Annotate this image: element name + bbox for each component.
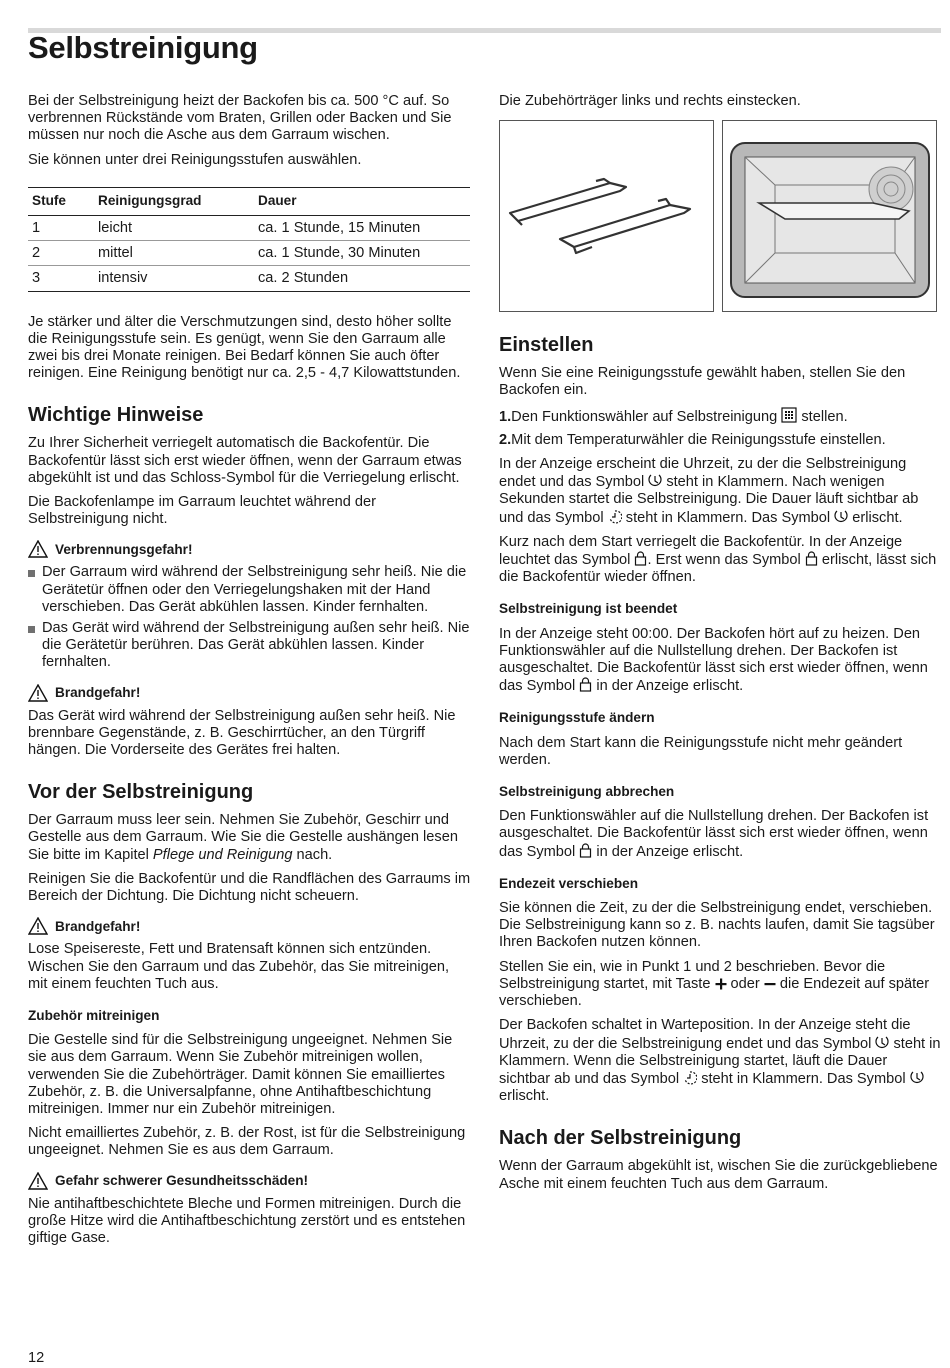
text-span: oder bbox=[726, 975, 764, 992]
duration-icon bbox=[608, 509, 622, 524]
beendet-paragraph bbox=[499, 626, 942, 696]
end-time-icon bbox=[648, 473, 662, 488]
text-span: In der Anzeige steht 00:00. Der Backofen hört auf zu heizen. Den Funktionswähler auf die Nullstellung drehen. Der Backofen ist ausgeschaltet. Die Backofentür lässt sich erst wieder öffnen, wenn das Symbol bbox=[499, 625, 928, 695]
cleaning-levels-table bbox=[28, 187, 470, 292]
warning-triangle-icon bbox=[28, 917, 48, 935]
warning-list bbox=[28, 564, 472, 671]
end-time-icon bbox=[834, 509, 848, 524]
subheading-endezeit: Endezeit verschieben bbox=[499, 875, 639, 891]
traeger-paragraph: Die Zubehörträger links und rechts einstecken. bbox=[499, 93, 801, 109]
lock-icon bbox=[634, 551, 647, 566]
warning-title: Brandgefahr! bbox=[55, 918, 141, 934]
warning-title: Verbrennungsgefahr! bbox=[55, 541, 193, 557]
text-span: nach. bbox=[292, 846, 333, 863]
warning-text: Nie antihaftbeschichtete Bleche und Formen mitreinigen. Durch die große Hitze wird die Antihaftbeschichtung zerstört und es entstehen giftige Gase. bbox=[28, 1195, 466, 1246]
step-number: 2. bbox=[499, 431, 512, 448]
vor-paragraph-2: Reinigen Sie die Backofentür und die Randflächen des Garraums im Bereich der Dichtung. Die Dichtung nicht scheuern. bbox=[28, 870, 471, 905]
text-span: steht in Klammern. Das Symbol bbox=[697, 1070, 910, 1087]
warning-text: Das Gerät wird während der Selbstreinigung außen sehr heiß. Nie brennbare Gegenstände, z. B. Geschirrtücher, an den Türgriff hängen. Die Vorderseite des Gerätes frei halten. bbox=[28, 707, 456, 759]
kurz-paragraph bbox=[499, 534, 942, 587]
list-item: Das Gerät wird während der Selbstreinigung außen sehr heiß. Nie die Gerätetür berühren. Das Gerät abkühlen lassen. Kinder fernhalten. bbox=[28, 620, 472, 672]
table-cell: 1 bbox=[28, 216, 94, 241]
endezeit-paragraph-3 bbox=[499, 1017, 942, 1105]
nach-paragraph: Wenn der Garraum abgekühlt ist, wischen Sie die zurückgebliebene Asche mit einem feuchten Tuch aus dem Garraum. bbox=[499, 1158, 938, 1192]
page-title: Selbstreinigung bbox=[28, 30, 258, 65]
text-span: erlischt. bbox=[499, 1088, 550, 1105]
abbrechen-paragraph bbox=[499, 808, 942, 861]
table-cell: ca. 1 Stunde, 15 Minuten bbox=[254, 216, 470, 241]
text-span: . Erst wenn das Symbol bbox=[647, 552, 805, 569]
oven-cavity-icon bbox=[723, 121, 936, 311]
hinweise-paragraph: Zu Ihrer Sicherheit verriegelt automatisch die Backofentür. Die Backofentür lässt sich erst wieder öffnen, wenn der Garraum etwas abgekühlt ist und das Schloss-Symbol für die Verriegelung erlischt. bbox=[28, 435, 462, 486]
illustration-row bbox=[499, 120, 942, 312]
table-cell: mittel bbox=[94, 241, 254, 266]
text-span: Stellen Sie ein, wie in Punkt 1 und 2 beschrieben. Bevor die Selbstreinigung startet, mit Taste bbox=[499, 958, 886, 992]
subheading-zubehoer: Zubehör mitreinigen bbox=[28, 1007, 160, 1023]
list-item: Der Garraum wird während der Selbstreinigung sehr heiß. Nie die Gerätetür öffnen oder den Verriegelungshaken mit der Hand verschieben. Das Gerät abkühlen lassen. Kinder fernhalten. bbox=[28, 564, 472, 616]
warning-heading bbox=[28, 540, 472, 558]
table-cell: ca. 1 Stunde, 30 Minuten bbox=[254, 241, 470, 266]
lock-icon bbox=[579, 843, 592, 858]
text-span: steht in Klammern. Wenn die Selbstreinigung startet, läuft die Dauer sichtbar ab und das Symbol bbox=[499, 1035, 941, 1087]
text-span: Der Garraum muss leer sein. Nehmen Sie Zubehör, Geschirr und Gestelle aus dem Garraum. Wie Sie die Gestelle aushängen lesen Sie bitte im Kapitel bbox=[28, 812, 458, 863]
text-span: In der Anzeige erscheint die Uhrzeit, zu der die Selbstreinigung endet und das Symbol bbox=[499, 456, 907, 491]
lock-icon bbox=[805, 551, 818, 566]
accessory-holder-illustration bbox=[499, 120, 714, 312]
duration-icon bbox=[683, 1070, 697, 1085]
text-span: erlischt, lässt sich die Backofentür wieder öffnen. bbox=[499, 552, 937, 586]
text-span: stellen. bbox=[797, 408, 848, 425]
warning-triangle-icon bbox=[28, 540, 48, 558]
warning-heading bbox=[28, 1172, 472, 1190]
warning-title: Brandgefahr! bbox=[55, 685, 141, 701]
oven-interior-illustration bbox=[722, 120, 937, 312]
subheading-abbrechen: Selbstreinigung abbrechen bbox=[499, 784, 675, 800]
warning-triangle-icon bbox=[28, 684, 48, 702]
lock-icon bbox=[579, 677, 592, 692]
list-item bbox=[499, 432, 942, 449]
chapter-reference: Pflege und Reinigung bbox=[152, 846, 293, 863]
zubehoer-paragraph-2: Nicht emailliertes Zubehör, z. B. der Rost, ist für die Selbstreinigung ungeeignet. Nehmen Sie es aus dem Garraum. bbox=[28, 1125, 466, 1159]
endezeit-paragraph: Sie können die Zeit, zu der die Selbstreinigung endet, verschieben. Die Selbstreinigung kann so z. B. nachts laufen, damit Sie tagsüber Ihren Backofen nutzen können. bbox=[499, 900, 935, 951]
table-cell: 3 bbox=[28, 266, 94, 291]
left-column bbox=[28, 93, 472, 1254]
text-span: steht in Klammern. Nach wenigen Sekunden startet die Selbstreinigung. Die Dauer läuft sichtbar ab und das Symbol bbox=[499, 474, 919, 526]
table-header: Dauer bbox=[254, 187, 470, 215]
section-heading-einstellen: Einstellen bbox=[499, 334, 594, 357]
einstellen-paragraph: Wenn Sie eine Reinigungsstufe gewählt haben, stellen Sie den Backofen ein. bbox=[499, 365, 906, 399]
table-row bbox=[28, 266, 470, 291]
text-span: Der Backofen schaltet in Warteposition. In der Anzeige steht die Uhrzeit, zu der die Selbstreinigung endet und das Symbol bbox=[499, 1017, 911, 1052]
text-span: Kurz nach dem Start verriegelt die Backofentür. In der Anzeige leuchtet das Symbol bbox=[499, 533, 903, 569]
section-heading-vor: Vor der Selbstreinigung bbox=[28, 781, 254, 804]
self-cleaning-grid-icon bbox=[781, 407, 797, 423]
warning-heading bbox=[28, 917, 472, 935]
right-column bbox=[499, 93, 942, 1200]
table-header: Reinigungsgrad bbox=[94, 187, 254, 215]
step-number: 1. bbox=[499, 408, 512, 425]
table-cell: intensiv bbox=[94, 266, 254, 291]
text-span: in der Anzeige erlischt. bbox=[592, 843, 744, 860]
intro-paragraph-2: Sie können unter drei Reinigungsstufen auswählen. bbox=[28, 151, 362, 168]
steps-list bbox=[499, 407, 942, 449]
minus-icon bbox=[764, 978, 776, 990]
page-number: 12 bbox=[28, 1350, 45, 1366]
warning-heading bbox=[28, 684, 472, 702]
warning-text: Lose Speisereste, Fett und Bratensaft können sich entzünden. Wischen Sie den Garraum und das Zubehör, das Sie mitreinigen, mit einem feuchten Tuch aus. bbox=[28, 941, 450, 992]
text-span: in der Anzeige erlischt. bbox=[592, 678, 744, 695]
text-span: Mit dem Temperaturwähler die Reinigungsstufe einstellen. bbox=[511, 431, 886, 448]
vor-paragraph bbox=[28, 812, 472, 864]
list-item bbox=[499, 407, 942, 426]
after-table-paragraph: Je stärker und älter die Verschmutzungen sind, desto höher sollte die Reinigungsstufe sein. Es genügt, wenn Sie den Garraum alle zwei bis drei Monate reinigen. Bei Bedarf können Sie auch öfter reinigen. Eine Reinigung benötigt nur ca. 2,5 - 4,7 Kilowattstunden. bbox=[28, 313, 461, 382]
warning-title: Gefahr schwerer Gesundheitsschäden! bbox=[55, 1172, 309, 1188]
table-cell: 2 bbox=[28, 241, 94, 266]
end-time-icon bbox=[910, 1070, 924, 1085]
endezeit-paragraph-2 bbox=[499, 959, 942, 1011]
text-span: Den Funktionswähler auf die Nullstellung drehen. Der Backofen ist ausgeschaltet. Die Backofentür lässt sich erst wieder öffnen, wenn das Symbol bbox=[499, 808, 929, 860]
table-row bbox=[28, 241, 470, 266]
text-span: steht in Klammern. Das Symbol bbox=[621, 509, 835, 526]
end-time-icon bbox=[875, 1035, 889, 1050]
subheading-beendet: Selbstreinigung ist beendet bbox=[499, 601, 678, 617]
section-heading-hinweise: Wichtige Hinweise bbox=[28, 404, 204, 427]
table-row bbox=[28, 216, 470, 241]
section-heading-nach: Nach der Selbstreinigung bbox=[499, 1127, 742, 1150]
table-header-row bbox=[28, 187, 470, 215]
zubehoer-paragraph: Die Gestelle sind für die Selbstreinigung ungeeignet. Nehmen Sie sie aus dem Garraum. Wenn Sie Zubehör mitreinigen wollen, verwenden Sie die Zubehörträger. Damit können Sie emailliertes Zubehör, z. B. die Universalpfanne, ohne Antihaftbeschichtung mitreinigen. Immer nur ein Zubehör mitreinigen. bbox=[28, 1032, 453, 1117]
table-cell: leicht bbox=[94, 216, 254, 241]
accessory-rack-icon bbox=[500, 121, 713, 311]
anzeige-paragraph bbox=[499, 456, 942, 527]
text-span: erlischt. bbox=[848, 509, 903, 526]
aendern-paragraph: Nach dem Start kann die Reinigungsstufe nicht mehr geändert werden. bbox=[499, 734, 903, 768]
intro-paragraph: Bei der Selbstreinigung heizt der Backofen bis ca. 500 °C auf. So verbrennen Rückstände vom Braten, Grillen oder Backen und Sie müssen nur noch die Asche aus dem Garraum wischen. bbox=[28, 93, 452, 144]
warning-triangle-icon bbox=[28, 1172, 48, 1190]
plus-icon bbox=[715, 978, 727, 990]
hinweise-paragraph-2: Die Backofenlampe im Garraum leuchtet während der Selbstreinigung nicht. bbox=[28, 494, 376, 528]
text-span: Den Funktionswähler auf Selbstreinigung bbox=[511, 408, 782, 425]
table-header: Stufe bbox=[28, 187, 94, 215]
text-span: die Endezeit auf später verschieben. bbox=[499, 975, 930, 1010]
table-cell: ca. 2 Stunden bbox=[254, 266, 470, 291]
subheading-aendern: Reinigungsstufe ändern bbox=[499, 710, 655, 726]
